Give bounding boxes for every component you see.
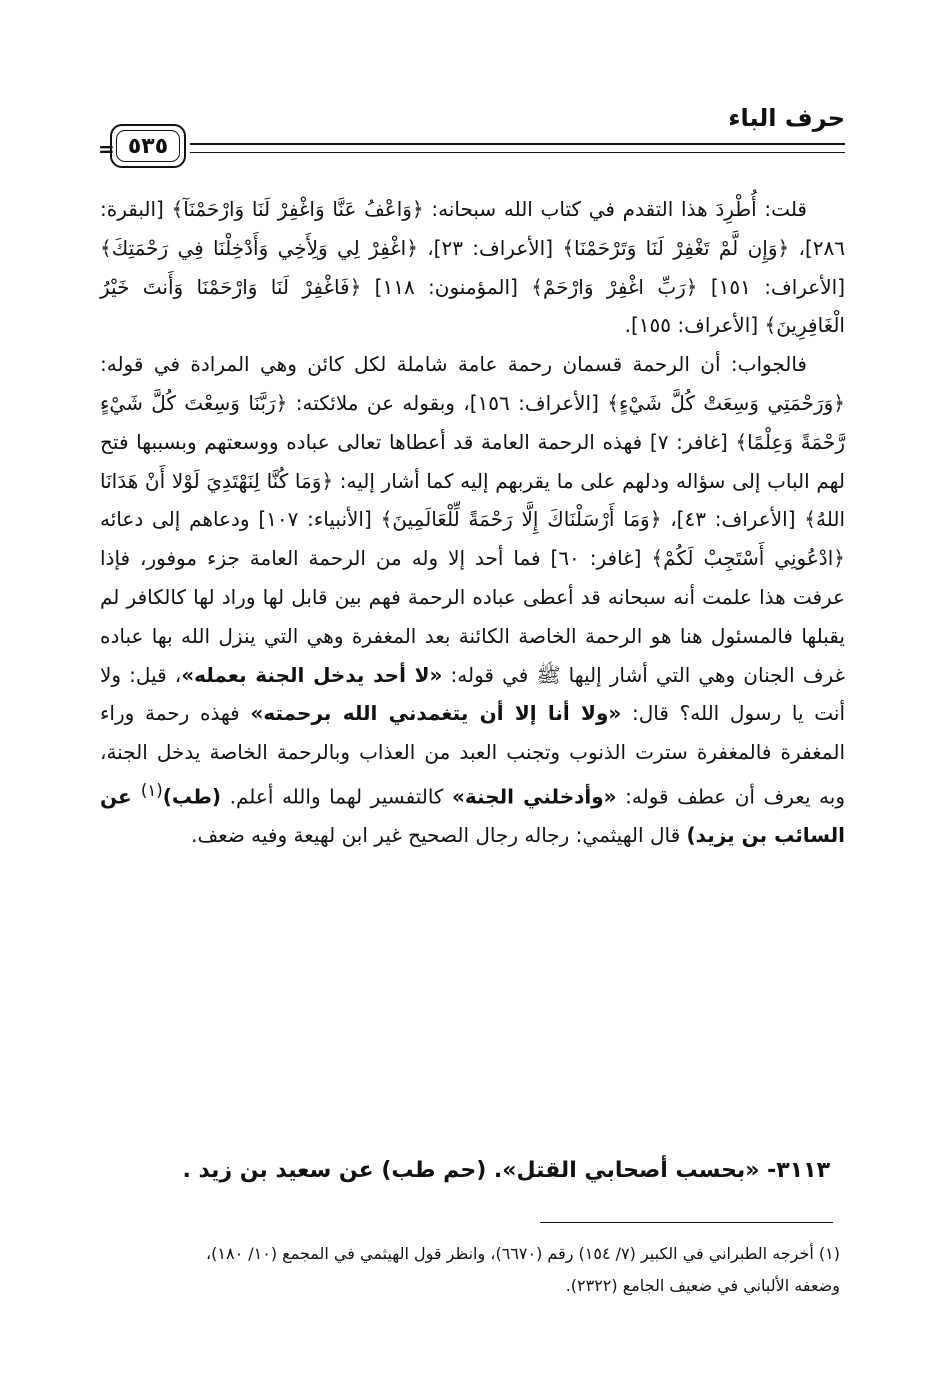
answer-text-c: فهذه رحمة وراء المغفرة فالمغفرة سترت الذنوب وتجنب العبد من العذاب وبالرحمة الخاصة يدخل الجنة، وبه يعرف أن عطف قوله: xyxy=(100,701,846,809)
main-text xyxy=(100,190,845,855)
answer-text-d: كالتفسير لهما والله أعلم. xyxy=(221,784,452,809)
footnote-reference[interactable]: (١) xyxy=(140,780,163,800)
hadith-quote-3: «وأدخلني الجنة» xyxy=(452,784,617,809)
footnotes xyxy=(100,1238,840,1302)
answer-text-e: قال الهيثمي: رجاله رجال الصحيح غير ابن لهيعة وفيه ضعف. xyxy=(191,823,687,848)
narrator-name: عن السائب بن يزيد) xyxy=(100,784,845,848)
running-header-title: حرف الباء xyxy=(728,104,845,132)
hadith-quote-2: «ولا أنا إلا أن يتغمدني الله برحمته» xyxy=(250,701,622,726)
page-number-badge xyxy=(110,124,186,168)
hadith-entry: ٣١١٣- «بحسب أصحابي القتل». (حم طب) عن سعيد بن زيد . xyxy=(182,1158,830,1183)
footnote-line-1: (١) أخرجه الطبراني في الكبير (٧/ ١٥٤) رقم (٦٦٧٠)، وانظر قول الهيثمي في المجمع (١٠/ ١٨٠)، xyxy=(205,1244,840,1263)
hadith-quote-1: «لا أحد يدخل الجنة بعمله» xyxy=(181,662,443,687)
paragraph-question xyxy=(100,190,845,345)
page-number: ٥٣٥ xyxy=(127,133,169,159)
footnote-line-2: وضعفه الألباني في ضعيف الجامع (٢٣٢٢). xyxy=(565,1276,840,1295)
paragraph-answer xyxy=(100,345,845,855)
answer-text-b: ، قيل: ولا أنت يا رسول الله؟ قال: xyxy=(100,662,845,726)
source-abbrev: (طب) xyxy=(162,784,222,809)
footnote-separator xyxy=(540,1222,833,1223)
header-double-rule xyxy=(190,143,845,153)
paragraph-1-text: قلت: أُطْرِدَ هذا التقدم في كتاب الله سبحانه: ﴿وَاعْفُ عَنَّا وَاغْفِرْ لَنَا وَارْحَمْنَآ﴾ [البقرة: ٢٨٦]، ﴿وَإِن لَّمْ تَغْفِرْ لَنَا وَتَرْحَمْنَا﴾ [الأعراف: ٢٣]، ﴿اغْفِرْ لِي وَلِأَخِي وَأَدْخِلْنَا فِي رَحْمَتِكَ﴾ [الأعراف: ١٥١] ﴿رَبِّ اغْفِرْ وَارْحَمْ﴾ [المؤمنون: ١١٨] ﴿فَاغْفِرْ لَنَا وَارْحَمْنَا وَأَنتَ خَيْرُ الْغَافِرِينَ﴾ [الأعراف: ١٥٥]. xyxy=(100,197,846,338)
header-rule-end-mark: = xyxy=(98,137,115,161)
answer-text-a: فالجواب: أن الرحمة قسمان رحمة عامة شاملة لكل كائن وهي المرادة في قوله: ﴿وَرَحْمَتِي وَسِعَتْ كُلَّ شَيْءٍ﴾ [الأعراف: ١٥٦]، وبقوله عن ملائكته: ﴿رَبَّنَا وَسِعْتَ كُلَّ شَيْءٍ رَّحْمَةً وَعِلْمًا﴾ [غافر: ٧] فهذه الرحمة العامة قد أعطاها تعالى عباده ووسعتهم وبسببها فتح لهم الباب إلى سؤاله ودلهم على ما يقربهم إليه كما أشار إليه: ﴿وَمَا كُنَّا لِنَهْتَدِيَ لَوْلا أَنْ هَدَانَا اللهُ﴾ [الأعراف: ٤٣]، ﴿وَمَا أَرْسَلْنَاكَ إِلَّا رَحْمَةً لِّلْعَالَمِينَ﴾ [الأنبياء: ١٠٧] ودعاهم إلى دعائه ﴿ادْعُونِي أَسْتَجِبْ لَكُمْ﴾ [غافر: ٦٠] فما أحد إلا وله من الرحمة العامة جزء موفور، فإذا عرفت هذا علمت أنه سبحانه قد أعطى عباده الرحمة فهم بين قابل لها وراد لها كالكافر لم يقبلها فالمسئول هنا هو الرحمة الخاصة الكائنة بعد المغفرة وهي التي ينزل الله بها عباده غرف الجنان وهي التي أشار إليها ﷺ في قوله: xyxy=(100,352,845,687)
